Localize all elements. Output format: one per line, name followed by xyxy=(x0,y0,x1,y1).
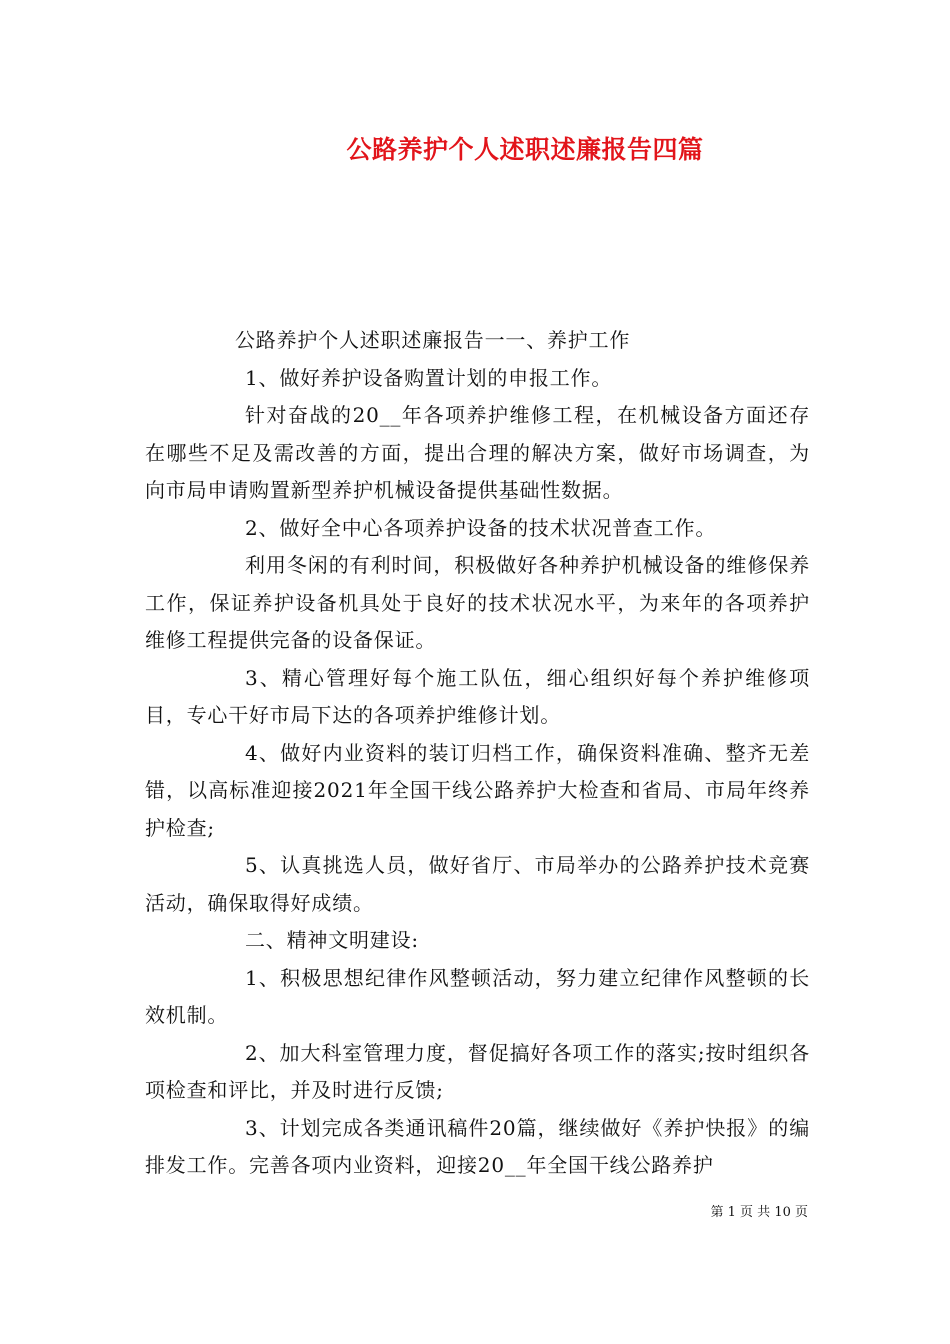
paragraph: 5、认真挑选人员，做好省厅、市局举办的公路养护技术竞赛活动，确保取得好成绩。 xyxy=(145,853,810,915)
paragraph: 1、积极思想纪律作风整顿活动，努力建立纪律作风整顿的长效机制。 xyxy=(145,965,810,1027)
paragraph: 利用冬闲的有利时间，积极做好各种养护机械设备的维修保养工作，保证养护设备机具处于良好的技术状况水平，为来年的各项养护维修工程提供完备的设备保证。 xyxy=(145,553,810,652)
paragraph: 3、计划完成各类通讯稿件20篇，继续做好《养护快报》的编排发工作。完善各项内业资料，迎接20__年全国干线公路养护 xyxy=(145,1115,810,1177)
paragraph-heading: 公路养护个人述职述廉报告一一、养护工作 xyxy=(235,328,631,352)
paragraph: 4、做好内业资料的装订归档工作，确保资料准确、整齐无差错，以高标准迎接2021年全国干线公路养护大检查和省局、市局年终养护检查; xyxy=(145,740,810,840)
section-heading: 二、精神文明建设: xyxy=(245,928,419,952)
document-body xyxy=(145,322,810,1185)
document-title: 公路养护个人述职述廉报告四篇 xyxy=(346,135,704,164)
paragraph: 2、加大科室管理力度，督促搞好各项工作的落实;按时组织各项检查和评比，并及时进行反馈; xyxy=(145,1040,810,1102)
paragraph: 2、做好全中心各项养护设备的技术状况普查工作。 xyxy=(245,515,717,540)
paragraph: 3、精心管理好每个施工队伍，细心组织好每个养护维修项目，专心干好市局下达的各项养护维修计划。 xyxy=(145,665,810,727)
paragraph: 针对奋战的20__年各项养护维修工程，在机械设备方面还存在哪些不足及需改善的方面，提出合理的解决方案，做好市场调查，为向市局申请购置新型养护机械设备提供基础性数据。 xyxy=(145,403,810,502)
paragraph: 1、做好养护设备购置计划的申报工作。 xyxy=(245,365,613,390)
page-number-footer: 第 1 页 共 10 页 xyxy=(710,1205,808,1220)
